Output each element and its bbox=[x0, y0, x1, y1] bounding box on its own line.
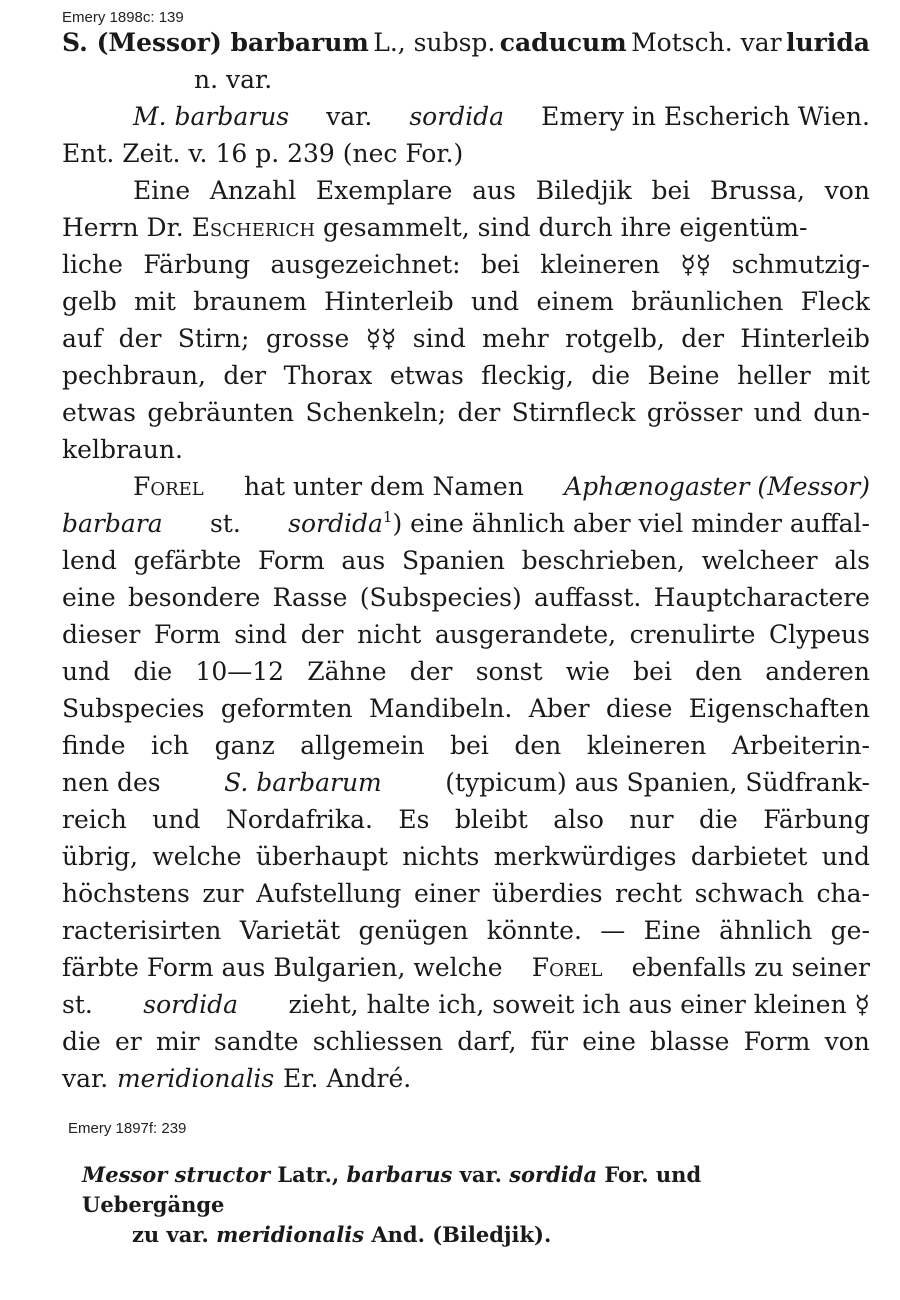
para2-text bbox=[62, 912, 870, 949]
word: aus bbox=[472, 176, 516, 205]
word: darf, bbox=[457, 1027, 517, 1056]
word: überhaupt bbox=[255, 842, 388, 871]
para2-line bbox=[62, 801, 870, 838]
word: Mandibeln. bbox=[368, 694, 513, 723]
para2-line bbox=[62, 949, 870, 986]
word: 10—12 bbox=[195, 657, 285, 686]
word: Form bbox=[743, 1027, 811, 1056]
para2-text bbox=[62, 838, 870, 875]
word: eine bbox=[62, 583, 116, 612]
word: Aufstellung bbox=[256, 879, 402, 908]
para1-line bbox=[62, 246, 870, 283]
word: gefärbte bbox=[133, 546, 242, 575]
para1-text bbox=[62, 209, 807, 246]
word: die bbox=[591, 361, 631, 390]
para2-text: st. bbox=[209, 509, 241, 538]
word: mir bbox=[155, 1027, 200, 1056]
word: Clypeus bbox=[768, 620, 870, 649]
para2-line bbox=[62, 875, 870, 912]
synonym-line-2 bbox=[62, 135, 870, 172]
word: blasse bbox=[650, 1027, 730, 1056]
para2-line bbox=[62, 653, 870, 690]
word: und bbox=[821, 842, 870, 871]
para2-text: färbte Form aus Bulgarien, welche bbox=[62, 953, 503, 982]
word: gebräunten bbox=[147, 398, 295, 427]
reference-label-top: Emery 1898c: 139 bbox=[62, 9, 184, 26]
word: Schenkeln; bbox=[305, 398, 447, 427]
para1-line bbox=[62, 172, 870, 209]
word: genügen bbox=[358, 916, 469, 945]
word: und bbox=[62, 657, 111, 686]
word: fleckig, bbox=[481, 361, 574, 390]
word: mit bbox=[828, 361, 870, 390]
word: besondere bbox=[128, 583, 261, 612]
word: ☿☿ bbox=[365, 324, 397, 353]
para1-text: Herrn Dr. bbox=[62, 213, 192, 242]
para2-text bbox=[62, 579, 870, 616]
word: die bbox=[133, 657, 173, 686]
para2-line bbox=[62, 579, 870, 616]
main-text bbox=[62, 24, 870, 1097]
word: mit bbox=[134, 287, 176, 316]
para2-line bbox=[62, 505, 870, 542]
para1-text bbox=[62, 246, 870, 283]
word: die bbox=[699, 805, 738, 834]
word: eine bbox=[582, 1027, 636, 1056]
para2-text bbox=[62, 542, 870, 579]
word: Rasse bbox=[272, 583, 348, 612]
word: liche bbox=[62, 250, 123, 279]
word: einem bbox=[536, 287, 614, 316]
para1-text bbox=[62, 320, 870, 357]
word: cha- bbox=[816, 879, 870, 908]
word: grosse bbox=[265, 324, 350, 353]
word: Stirnfleck bbox=[511, 398, 636, 427]
word: Fleck bbox=[800, 287, 870, 316]
para2-text bbox=[62, 1023, 870, 1060]
word: der bbox=[457, 398, 501, 427]
word: den bbox=[695, 657, 743, 686]
word: Spanien bbox=[401, 546, 505, 575]
word: Form bbox=[258, 546, 325, 575]
para2-line bbox=[62, 690, 870, 727]
para2-line bbox=[62, 1060, 870, 1097]
word: und bbox=[470, 287, 520, 316]
word: Färbung bbox=[143, 250, 251, 279]
para1-text bbox=[62, 394, 870, 431]
word: der bbox=[409, 657, 453, 686]
word: Hauptcharactere bbox=[653, 583, 870, 612]
word: finde bbox=[62, 731, 126, 760]
word: diese bbox=[605, 694, 673, 723]
para2-text bbox=[62, 875, 870, 912]
word: ähnlich bbox=[719, 916, 813, 945]
bottom-text: And. (Biledjik). bbox=[371, 1222, 552, 1247]
word: braunem bbox=[193, 287, 307, 316]
word: und bbox=[152, 805, 201, 834]
word: crenulirte bbox=[629, 620, 756, 649]
word: den bbox=[514, 731, 562, 760]
word: merkwürdiges bbox=[493, 842, 677, 871]
reference-label-bottom: Emery 1897f: 239 bbox=[68, 1120, 187, 1137]
word: die bbox=[62, 1027, 101, 1056]
word: beschrieben, bbox=[521, 546, 685, 575]
taxon-italic: sordida bbox=[509, 1162, 598, 1187]
para2-text bbox=[62, 801, 870, 838]
synonym-taxon: M. barbarus bbox=[133, 102, 290, 131]
para2-text: var. bbox=[62, 1064, 109, 1093]
word: Thorax bbox=[283, 361, 373, 390]
taxon-italic: Messor structor bbox=[82, 1162, 271, 1187]
word: der bbox=[118, 324, 162, 353]
word: Brussa, bbox=[710, 176, 805, 205]
para2-line bbox=[62, 616, 870, 653]
word: Hinterleib bbox=[324, 287, 454, 316]
word: reich bbox=[62, 805, 127, 834]
word: bräunlichen bbox=[631, 287, 784, 316]
word: grösser bbox=[646, 398, 743, 427]
para2-line bbox=[62, 764, 870, 801]
bottom-text: Latr., bbox=[277, 1162, 340, 1187]
word: wie bbox=[565, 657, 610, 686]
para1-line bbox=[62, 209, 870, 246]
word: — bbox=[600, 916, 626, 945]
para2-line bbox=[62, 912, 870, 949]
para2-line bbox=[62, 727, 870, 764]
word: übrig, bbox=[62, 842, 139, 871]
author-name: Forel bbox=[531, 953, 603, 982]
word: welcheer bbox=[701, 546, 818, 575]
para2-line bbox=[62, 838, 870, 875]
para2-text: Er. André. bbox=[283, 1064, 412, 1093]
word: schliessen bbox=[312, 1027, 444, 1056]
word: Biledjik bbox=[535, 176, 632, 205]
word: heller bbox=[737, 361, 811, 390]
para2-text: nen des bbox=[62, 768, 161, 797]
word: von bbox=[824, 176, 870, 205]
word: mehr bbox=[482, 324, 549, 353]
word: Hinterleib bbox=[740, 324, 870, 353]
para2-text: ebenfalls zu seiner bbox=[631, 953, 870, 982]
word: Exemplare bbox=[315, 176, 453, 205]
word: Aber bbox=[528, 694, 590, 723]
word: welche bbox=[152, 842, 242, 871]
word: Eigenschaften bbox=[688, 694, 870, 723]
para1-text bbox=[62, 357, 870, 394]
synonym-rank: var. bbox=[326, 102, 373, 131]
taxon-italic: barbarus bbox=[346, 1162, 453, 1187]
word: bei bbox=[651, 176, 691, 205]
heading-line-1 bbox=[62, 24, 870, 61]
para2-text bbox=[62, 653, 870, 690]
taxon-author: L., subsp. bbox=[373, 28, 496, 57]
word: Beine bbox=[647, 361, 720, 390]
word: der bbox=[681, 324, 725, 353]
word: nicht bbox=[357, 620, 422, 649]
variety-name: lurida bbox=[785, 28, 870, 57]
word: höchstens bbox=[62, 879, 190, 908]
word: etwas bbox=[389, 361, 464, 390]
para2-line bbox=[62, 542, 870, 579]
synonym-variety: sordida bbox=[409, 102, 505, 131]
para1-line bbox=[62, 283, 870, 320]
bottom-citation bbox=[82, 1160, 822, 1250]
subspecies-name: caducum bbox=[499, 28, 627, 57]
word: auffasst. bbox=[534, 583, 642, 612]
word: ich bbox=[151, 731, 190, 760]
word: Subspecies bbox=[62, 694, 205, 723]
word: bei bbox=[481, 250, 520, 279]
para1-line bbox=[62, 394, 870, 431]
taxon-italic: sordida bbox=[288, 509, 383, 538]
para2-line bbox=[62, 986, 870, 1023]
word: Varietät bbox=[239, 916, 341, 945]
para1-text: kelbraun. bbox=[62, 435, 183, 464]
para2-text bbox=[62, 727, 870, 764]
word: dun- bbox=[813, 398, 870, 427]
word: also bbox=[553, 805, 604, 834]
word: Färbung bbox=[763, 805, 870, 834]
bottom-text: zu var. bbox=[132, 1222, 209, 1247]
para1-line bbox=[62, 431, 870, 468]
synonym-citation: Emery in Escherich Wien. bbox=[541, 102, 870, 131]
word: zur bbox=[202, 879, 244, 908]
word: bei bbox=[633, 657, 672, 686]
para2-text: hat unter dem Namen bbox=[244, 472, 524, 501]
taxon-italic: barbara bbox=[62, 509, 163, 538]
word: nichts bbox=[402, 842, 480, 871]
word: überdies bbox=[492, 879, 603, 908]
para1-text: gesammelt, sind durch ihre eigentüm- bbox=[315, 213, 808, 242]
bottom-text: For. und Uebergänge bbox=[82, 1162, 702, 1217]
word: lend bbox=[62, 546, 117, 575]
word: aus bbox=[341, 546, 386, 575]
word: nur bbox=[629, 805, 674, 834]
word: geformten bbox=[220, 694, 353, 723]
word: ge- bbox=[830, 916, 870, 945]
word: kleineren bbox=[586, 731, 707, 760]
word: racterisirten bbox=[62, 916, 222, 945]
taxon-italic: Aphænogaster (Messor) bbox=[564, 472, 870, 501]
para2-line bbox=[62, 468, 870, 505]
word: bleibt bbox=[454, 805, 528, 834]
word: Zähne bbox=[307, 657, 387, 686]
word: dieser bbox=[62, 620, 141, 649]
word: Stirn; bbox=[177, 324, 250, 353]
para2-text bbox=[62, 690, 870, 727]
word: sandte bbox=[213, 1027, 299, 1056]
author-name: Escherich bbox=[191, 213, 316, 242]
word: ausgerandete, bbox=[434, 620, 617, 649]
footnote-marker: 1 bbox=[382, 508, 393, 526]
word: Eine bbox=[133, 176, 191, 205]
para2-line bbox=[62, 1023, 870, 1060]
taxon-name: S. (Messor) barbarum bbox=[62, 28, 369, 57]
word: und bbox=[753, 398, 802, 427]
word: ☿☿ bbox=[680, 250, 712, 279]
word: auf bbox=[62, 324, 103, 353]
para2-text: (typicum) aus Spanien, Südfrank- bbox=[445, 768, 870, 797]
new-variety-label: n. var. bbox=[194, 65, 273, 94]
word: ausgezeichnet: bbox=[270, 250, 461, 279]
word: sind bbox=[412, 324, 466, 353]
word: ganz bbox=[214, 731, 275, 760]
para1-line bbox=[62, 357, 870, 394]
synonym-line-1 bbox=[62, 98, 870, 135]
word: Es bbox=[398, 805, 430, 834]
word: rotgelb, bbox=[565, 324, 665, 353]
para2-text bbox=[62, 616, 870, 653]
word: als bbox=[834, 546, 870, 575]
taxon-italic: sordida bbox=[143, 990, 239, 1019]
word: Anzahl bbox=[209, 176, 297, 205]
word: allgemein bbox=[300, 731, 425, 760]
word: pechbraun, bbox=[62, 361, 206, 390]
word: von bbox=[824, 1027, 870, 1056]
word: etwas bbox=[62, 398, 136, 427]
word: Nordafrika. bbox=[225, 805, 373, 834]
para1-text bbox=[133, 172, 870, 209]
bottom-line-2 bbox=[82, 1220, 822, 1250]
word: gelb bbox=[62, 287, 117, 316]
word: anderen bbox=[765, 657, 870, 686]
bottom-line-1 bbox=[82, 1160, 822, 1220]
word: er bbox=[115, 1027, 142, 1056]
taxon-italic: meridionalis bbox=[116, 1064, 275, 1093]
heading-line-2 bbox=[62, 61, 870, 98]
word: Form bbox=[153, 620, 221, 649]
bottom-text: var. bbox=[459, 1162, 502, 1187]
word: einer bbox=[413, 879, 480, 908]
word: sonst bbox=[475, 657, 543, 686]
word: Arbeiterin- bbox=[731, 731, 870, 760]
word: recht bbox=[615, 879, 683, 908]
para2-text: st. bbox=[62, 990, 93, 1019]
para1-line bbox=[62, 320, 870, 357]
word: könnte. bbox=[486, 916, 582, 945]
word: der bbox=[300, 620, 344, 649]
subspecies-author: Motsch. var bbox=[631, 28, 782, 57]
word: schmutzig- bbox=[731, 250, 870, 279]
para2-text: ) eine ähnlich aber viel minder auffal- bbox=[392, 509, 870, 538]
para2-text: zieht, halte ich, soweit ich aus einer kleinen ☿ bbox=[288, 990, 870, 1019]
word: schwach bbox=[694, 879, 804, 908]
word: der bbox=[223, 361, 267, 390]
para1-text bbox=[62, 283, 870, 320]
word: (Subspecies) bbox=[359, 583, 522, 612]
word: sind bbox=[234, 620, 288, 649]
word: kleineren bbox=[540, 250, 660, 279]
word: für bbox=[530, 1027, 568, 1056]
word: Eine bbox=[643, 916, 701, 945]
taxon-italic: meridionalis bbox=[216, 1222, 365, 1247]
word: bei bbox=[450, 731, 489, 760]
synonym-citation-cont: Ent. Zeit. v. 16 p. 239 (nec For.) bbox=[62, 139, 464, 168]
author-name: Forel bbox=[133, 472, 204, 501]
word: darbietet bbox=[690, 842, 808, 871]
taxon-italic: S. barbarum bbox=[224, 768, 382, 797]
